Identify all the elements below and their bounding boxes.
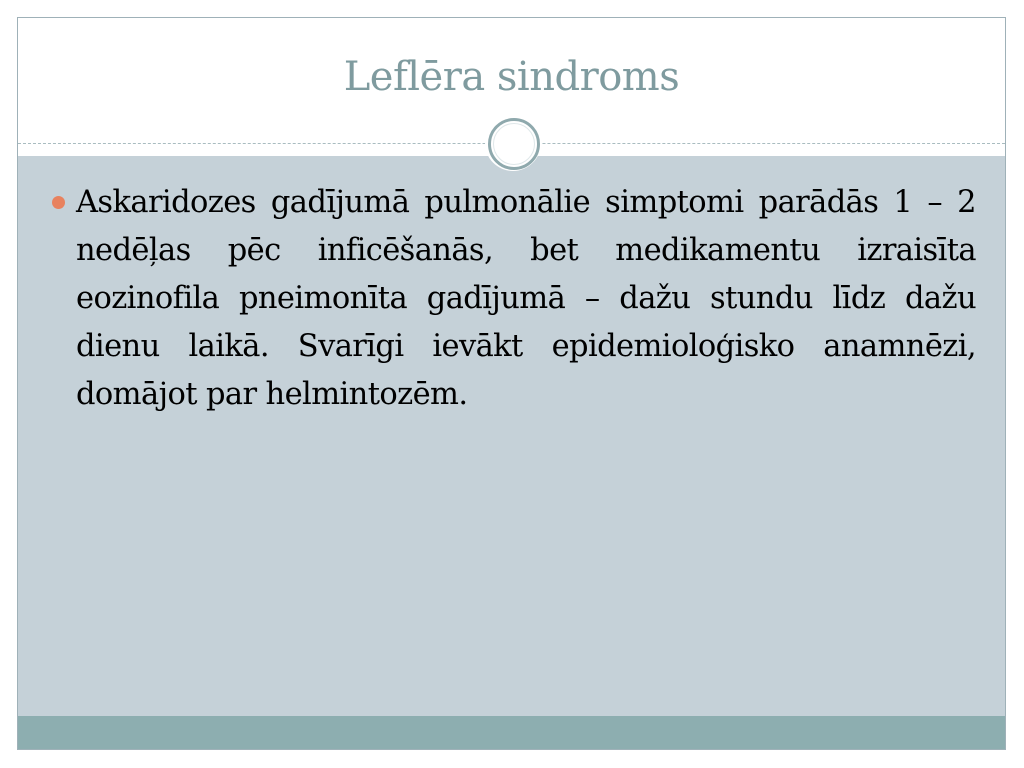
bullet-list <box>76 179 976 419</box>
bullet-text: Askaridozes gadījumā pulmonālie simptomi parādās 1 – 2 nedēļas pēc inficēšanās, bet medikamentu izraisīta eozinofila pneimonīta gadījumā – dažu stundu līdz dažu dienu laikā. Svarīgi ievākt epidemioloģisko anamnēzi, domājot par helmintozēm. <box>76 185 976 412</box>
slide <box>17 17 1006 750</box>
bullet-item <box>76 179 976 419</box>
footer-band <box>18 716 1005 750</box>
ornament-ring <box>488 118 540 170</box>
circle-ring-ornament-icon <box>485 115 541 171</box>
ornament-ring-inner <box>493 123 535 165</box>
slide-title: Leflēra sindroms <box>343 54 680 100</box>
bullet-icon <box>52 196 65 209</box>
